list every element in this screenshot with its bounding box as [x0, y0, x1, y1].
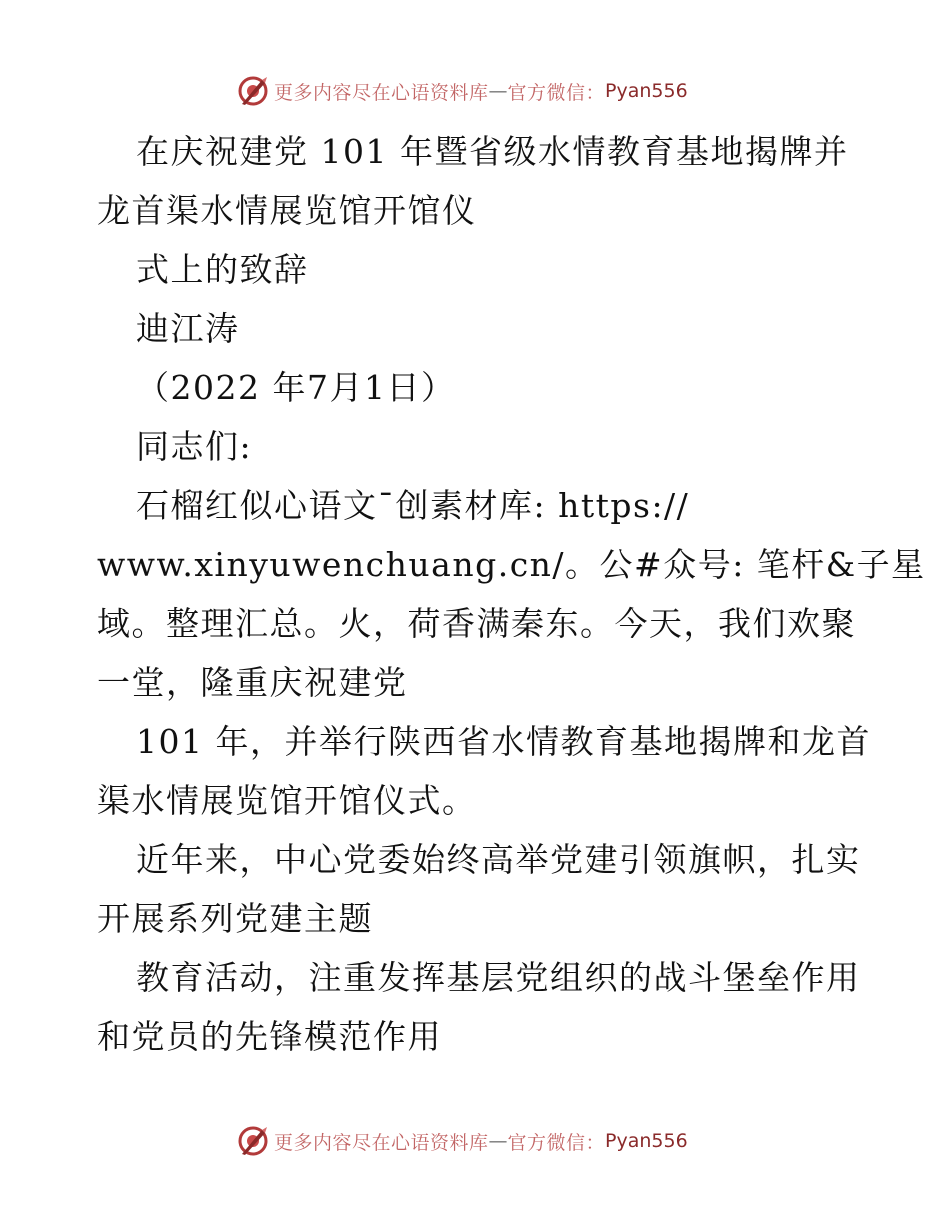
quill-pen-logo-icon [236, 1124, 270, 1158]
author-name: 迪江涛 [136, 309, 240, 348]
watermark-official-label: 官方微信： [507, 1131, 606, 1154]
speech-date: （2022 年7月1日） [136, 368, 456, 407]
document-body [97, 122, 926, 1066]
paragraph-line: 域。整理汇总。火，荷香满秦东。今天，我们欢聚 [97, 604, 856, 643]
quill-pen-logo-icon [236, 74, 270, 108]
title-line-2: 龙首渠水情展览馆开馆仪 [97, 191, 477, 230]
paragraph-line: 101 年，并举行陕西省水情教育基地揭牌和龙首 [136, 722, 871, 761]
title-line-1: 在庆祝建党 101 年暨省级水情教育基地揭牌并 [136, 132, 849, 171]
paragraph-line: 近年来，中心党委始终高举党建引领旗帜，扎实 [136, 840, 861, 879]
paragraph-line: 和党员的先锋模范作用 [97, 1017, 442, 1056]
watermark-official-label: 官方微信： [507, 81, 606, 104]
watermark-separator: — [488, 1130, 508, 1152]
footer-watermark [236, 1124, 688, 1158]
paragraph-line: 一堂，隆重庆祝建党 [97, 663, 408, 702]
paragraph-line: 开展系列党建主题 [97, 899, 373, 938]
paragraph-line: www.xinyuwenchuang.cn/。公#众号: 笔杆&子星 [97, 545, 926, 584]
header-watermark [236, 74, 688, 108]
watermark-wechat-id: Pyan556 [605, 80, 688, 102]
paragraph-line: 渠水情展览馆开馆仪式。 [97, 781, 477, 820]
paragraph-line: 教育活动，注重发挥基层党组织的战斗堡垒作用 [136, 958, 861, 997]
watermark-wechat-id: Pyan556 [605, 1130, 688, 1152]
watermark-text: 更多内容尽在心语资料库 [274, 81, 489, 104]
watermark-text: 更多内容尽在心语资料库 [274, 1131, 489, 1154]
title-line-3: 式上的致辞 [136, 250, 309, 289]
salutation: 同志们: [136, 427, 253, 466]
watermark-separator: — [488, 80, 508, 102]
paragraph-line: 石榴红似心语文¯创素材库: https:// [136, 486, 690, 525]
